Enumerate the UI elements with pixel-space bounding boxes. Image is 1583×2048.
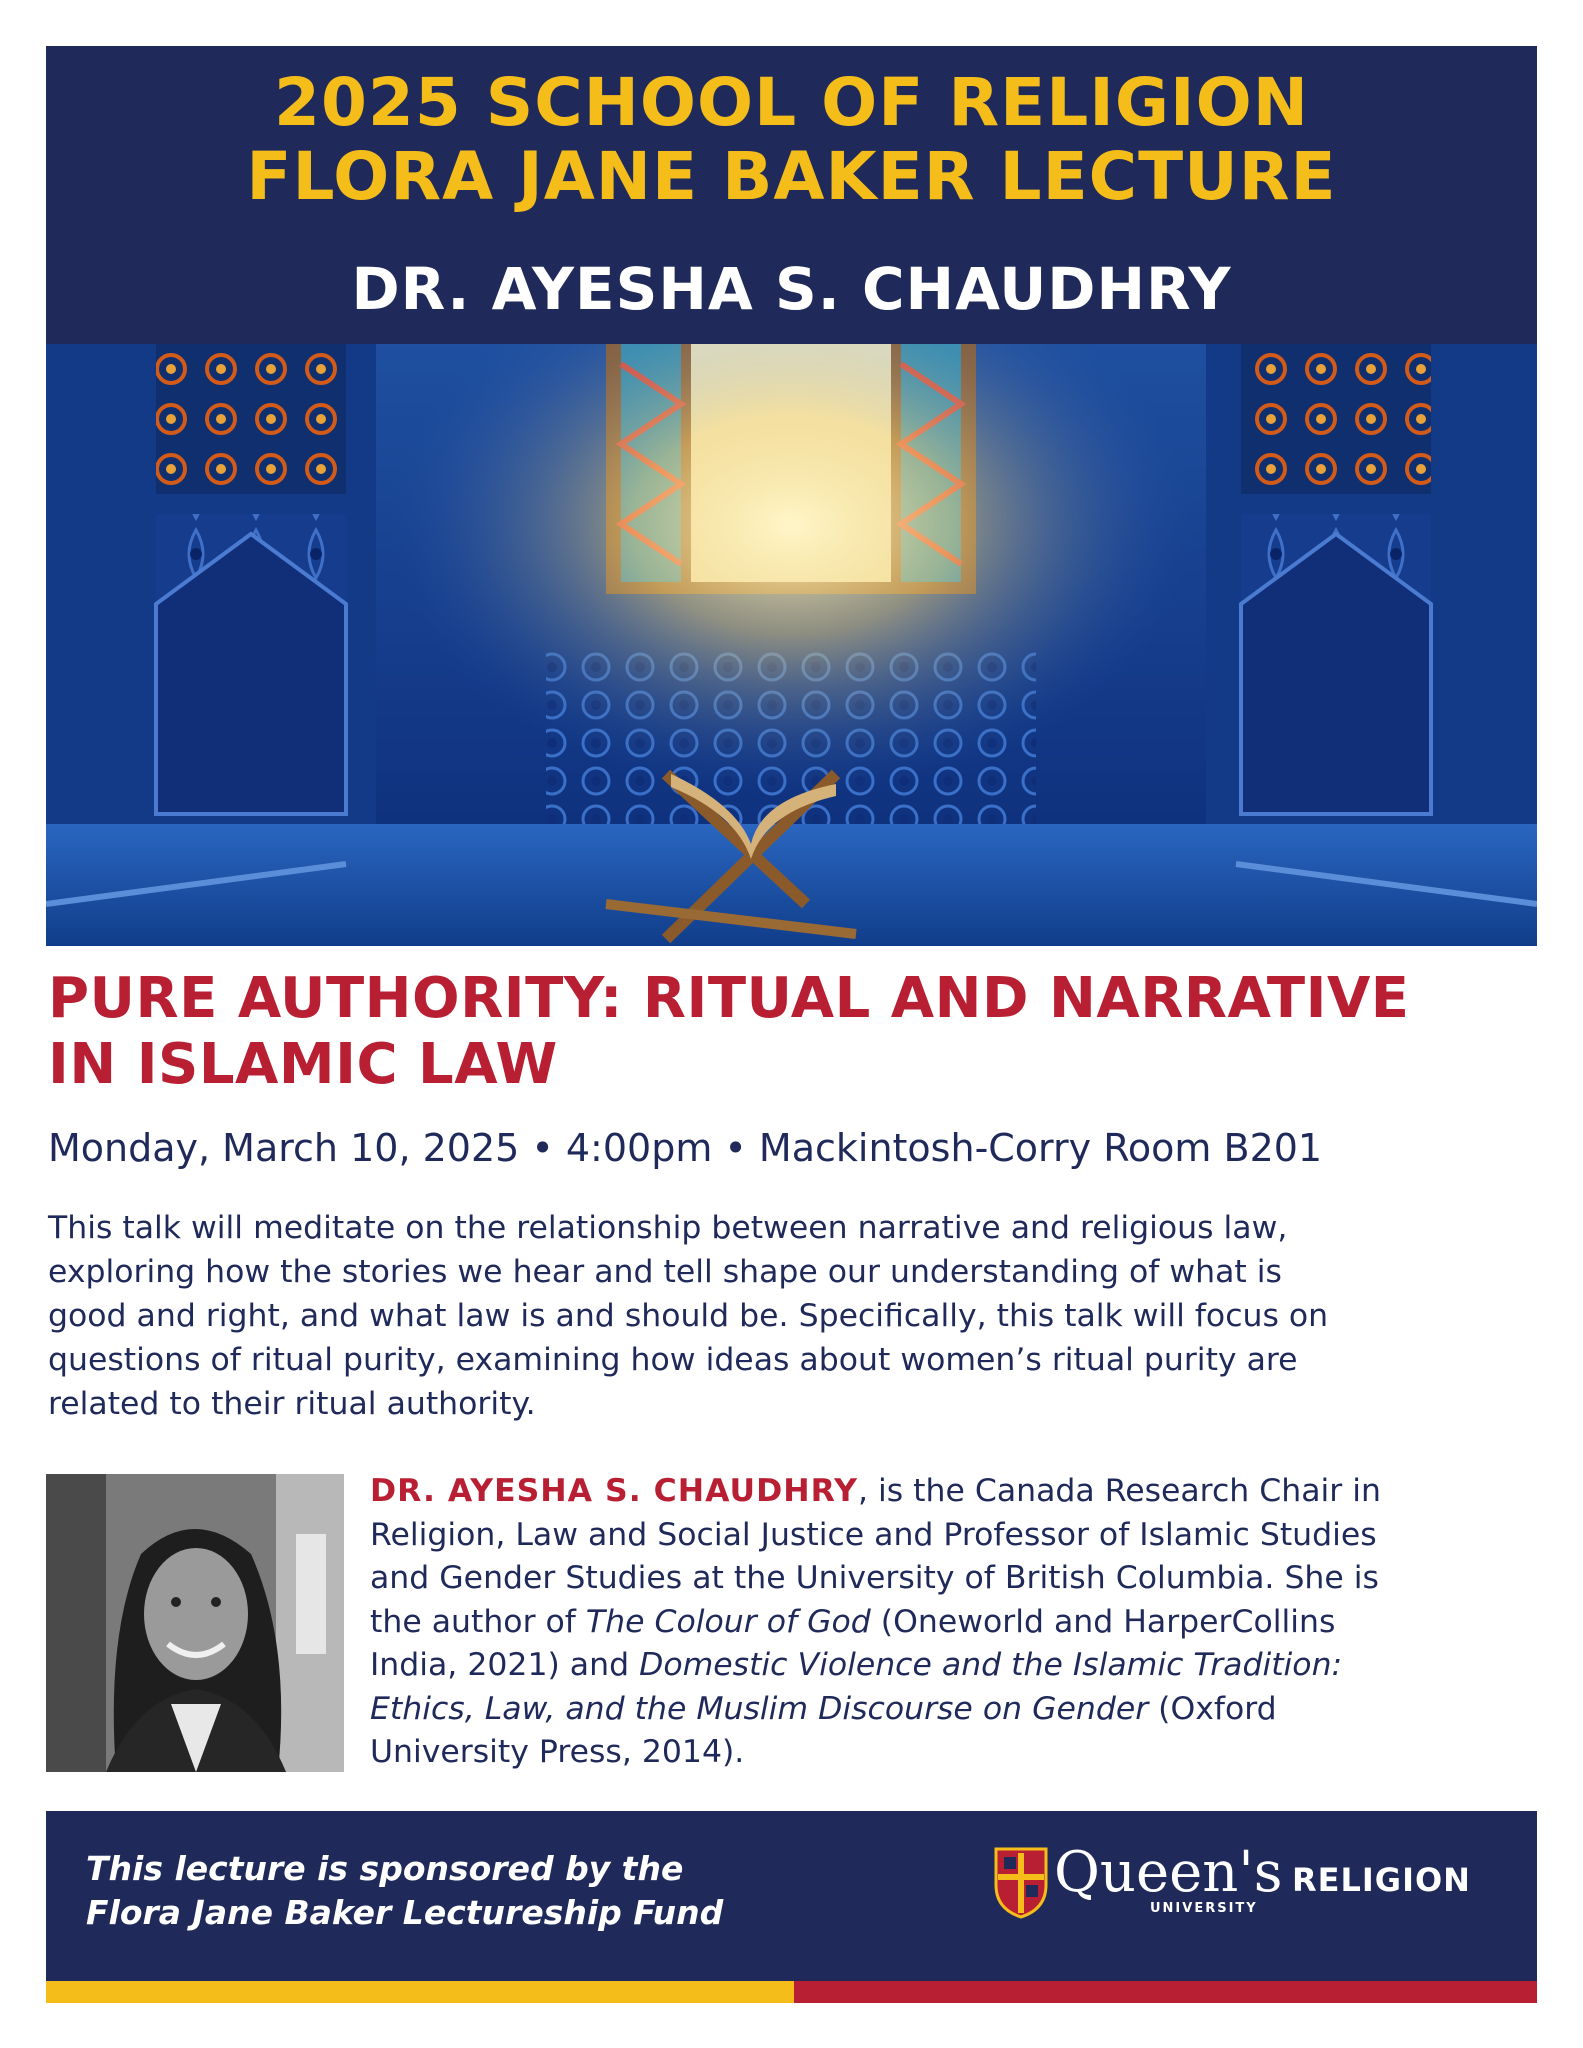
talk-description (48, 1206, 1536, 1426)
bio-text: , is the Canada Research Chair in (857, 1473, 1381, 1509)
crest-icon (994, 1847, 1048, 1919)
sponsor-text (86, 1847, 723, 1935)
speaker-portrait (46, 1474, 344, 1772)
header-line-2: FLORA JANE BAKER LECTURE (246, 138, 1337, 215)
event-details: Monday, March 10, 2025 • 4:00pm • Mackintosh-Corry Room B201 (48, 1126, 1323, 1170)
talk-title (48, 966, 1548, 1098)
department-name: RELIGION (1292, 1861, 1471, 1899)
speaker-name-header: DR. AYESHA S. CHAUDHRY (351, 255, 1232, 323)
talk-title-line-1: PURE AUTHORITY: RITUAL AND NARRATIVE (48, 966, 1410, 1031)
bio-line: University Press, 2014). (370, 1734, 745, 1770)
bio-line: and Gender Studies at the University of British Columbia. She is (370, 1560, 1379, 1596)
description-line: questions of ritual purity, examining how ideas about women’s ritual purity are (48, 1342, 1298, 1378)
bio-line (370, 1688, 1538, 1732)
bio-line: Religion, Law and Social Justice and Professor of Islamic Studies (370, 1516, 1377, 1553)
book-title: Domestic Violence and the Islamic Tradition: (639, 1647, 1343, 1683)
book-title: Ethics, Law, and the Muslim Discourse on Gender (370, 1690, 1149, 1727)
header-banner (46, 46, 1537, 344)
description-line: good and right, and what law is and should be. Specifically, this talk will focus on (48, 1298, 1329, 1334)
description-line: This talk will meditate on the relationship between narrative and religious law, (48, 1210, 1288, 1246)
bio-text: India, 2021) and (370, 1647, 640, 1683)
book-title: The Colour of God (585, 1603, 871, 1640)
footer-banner (46, 1811, 1537, 1981)
bio-line (370, 1601, 1538, 1645)
bio-line (370, 1644, 1538, 1688)
queens-university-logo (994, 1840, 1494, 1925)
description-line: related to their ritual authority. (48, 1386, 536, 1422)
bio-text: (Oxford (1148, 1690, 1277, 1727)
bio-line (370, 1470, 1538, 1514)
gold-stripe (46, 1981, 794, 2003)
description-line: exploring how the stories we hear and tell shape our understanding of what is (48, 1254, 1282, 1290)
bio-text: (Oneworld and HarperCollins (870, 1603, 1336, 1640)
talk-title-line-2: IN ISLAMIC LAW (48, 1032, 558, 1097)
sponsor-line-2: Flora Jane Baker Lectureship Fund (86, 1893, 724, 1932)
logo-subtitle: UNIVERSITY (1150, 1901, 1258, 1916)
bio-speaker-name: DR. AYESHA S. CHAUDHRY (370, 1473, 858, 1509)
red-stripe (794, 1981, 1537, 2003)
logo-wordmark: Queen's (1054, 1840, 1283, 1905)
sponsor-line-1: This lecture is sponsored by the (86, 1849, 684, 1888)
bio-text: the author of (370, 1603, 586, 1640)
mosque-interior-image (46, 344, 1537, 946)
header-line-1: 2025 SCHOOL OF RELIGION (274, 64, 1309, 141)
speaker-bio (370, 1470, 1538, 1775)
